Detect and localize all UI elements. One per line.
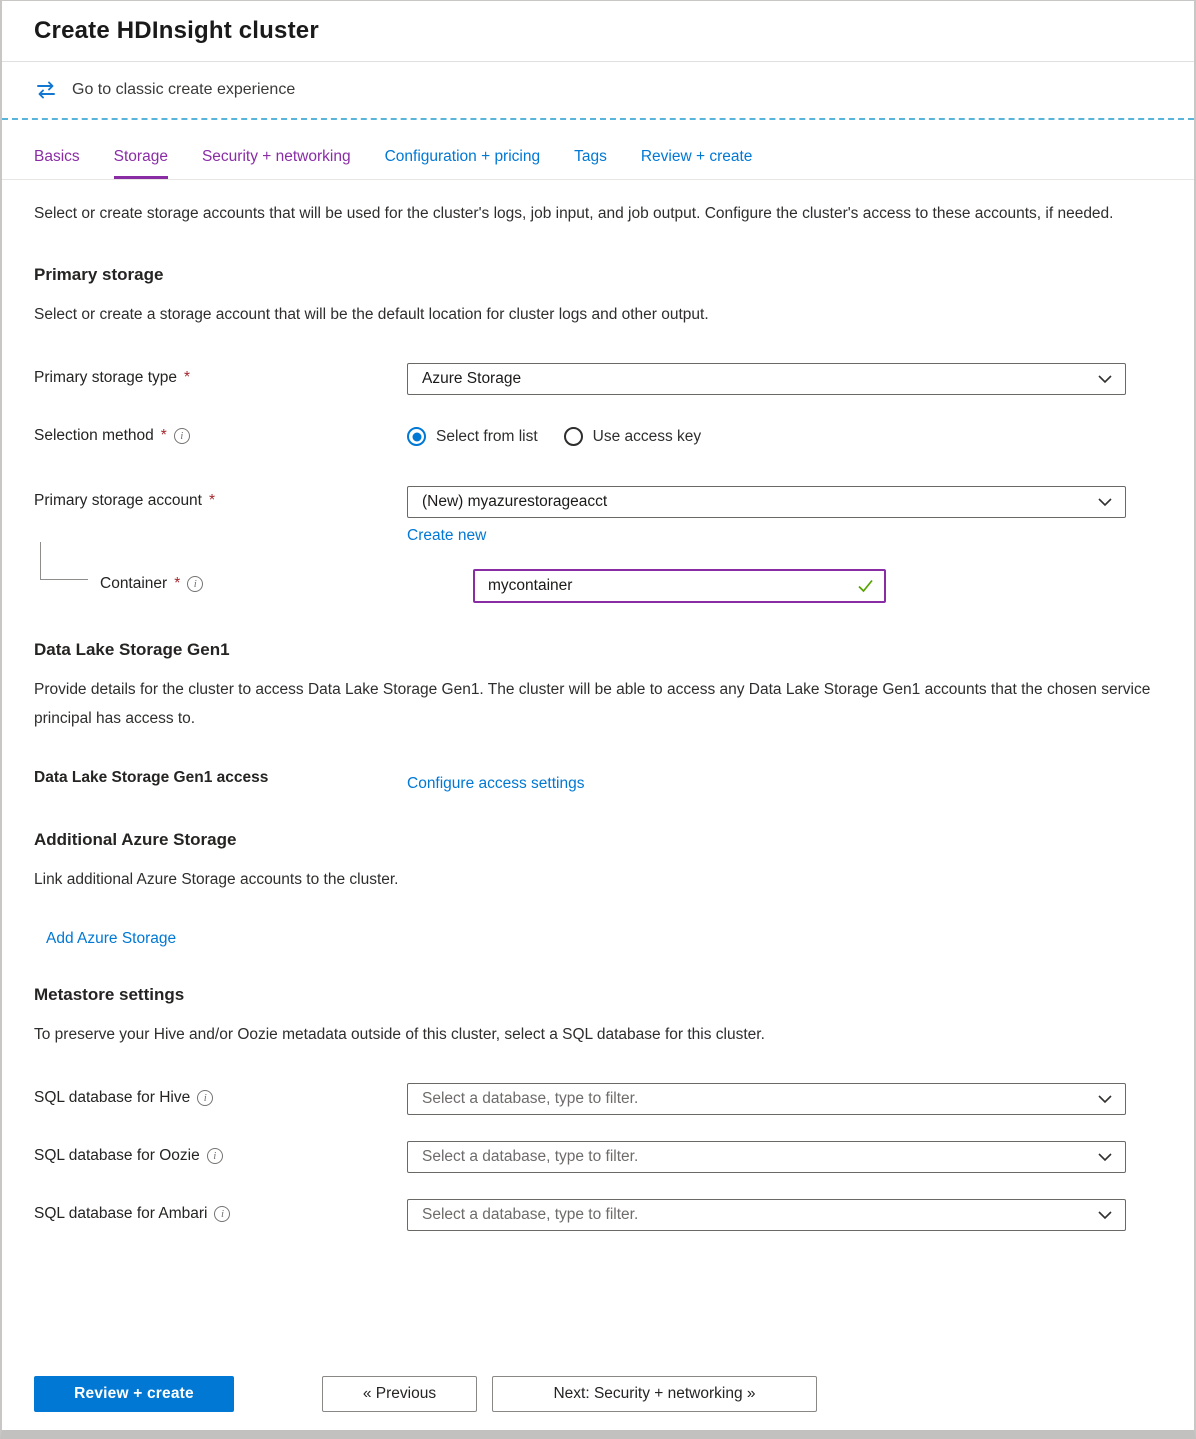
classic-link-label: Go to classic create experience <box>72 81 296 98</box>
chevron-down-icon <box>1097 1150 1113 1164</box>
swap-arrows-icon <box>34 80 58 100</box>
required-marker: * <box>160 427 167 444</box>
metastore-heading: Metastore settings <box>34 985 185 1004</box>
sql-hive-dropdown[interactable] <box>407 1083 1126 1115</box>
data-lake-heading: Data Lake Storage Gen1 <box>34 640 230 659</box>
metastore-description: To preserve your Hive and/or Oozie metadata outside of this cluster, select a SQL database for this cluster. <box>34 1026 765 1043</box>
primary-storage-account-row <box>34 486 1162 545</box>
primary-storage-account-value: (New) myazurestorageacct <box>422 493 608 510</box>
primary-storage-type-dropdown[interactable] <box>407 363 1126 395</box>
chevron-down-icon <box>1097 495 1113 509</box>
primary-storage-account-label: Primary storage account * <box>34 492 216 509</box>
additional-storage-description: Link additional Azure Storage accounts to the cluster. <box>34 871 399 888</box>
tab-storage[interactable]: Storage <box>114 148 168 179</box>
sql-hive-input[interactable] <box>408 1084 1089 1114</box>
container-row <box>34 569 1162 603</box>
tab-content <box>2 200 1194 1231</box>
primary-storage-type-value: Azure Storage <box>422 370 522 387</box>
tab-tags[interactable]: Tags <box>574 148 607 165</box>
tab-basics[interactable]: Basics <box>34 148 80 165</box>
selection-method-row <box>34 421 1162 446</box>
review-create-button[interactable]: Review + create <box>34 1376 234 1412</box>
sql-oozie-row <box>34 1141 1162 1173</box>
info-icon[interactable] <box>187 576 203 592</box>
tab-bar <box>2 120 1194 180</box>
sql-ambari-dropdown[interactable] <box>407 1199 1126 1231</box>
primary-storage-type-label: Primary storage type * <box>34 369 191 386</box>
data-lake-access-row <box>34 767 1162 793</box>
add-azure-storage-link[interactable]: Add Azure Storage <box>46 930 177 947</box>
primary-storage-type-row <box>34 363 1162 395</box>
sql-oozie-input[interactable] <box>408 1142 1089 1172</box>
primary-storage-account-dropdown[interactable] <box>407 486 1126 518</box>
sub-field-connector <box>40 542 88 580</box>
chevron-down-icon <box>1097 1092 1113 1106</box>
sql-hive-label: SQL database for Hive i <box>34 1083 407 1107</box>
sql-ambari-label: SQL database for Ambari i <box>34 1199 407 1223</box>
required-marker: * <box>174 575 181 592</box>
create-new-link[interactable]: Create new <box>407 527 487 544</box>
sql-ambari-input[interactable] <box>408 1200 1089 1230</box>
previous-button[interactable]: « Previous <box>322 1376 477 1412</box>
primary-storage-heading: Primary storage <box>34 265 164 284</box>
sql-oozie-dropdown[interactable] <box>407 1141 1126 1173</box>
selection-method-label: Selection method * i <box>34 421 407 445</box>
selection-method-radio-group <box>407 421 1126 446</box>
configure-access-settings-link[interactable]: Configure access settings <box>407 775 585 792</box>
sql-oozie-label: SQL database for Oozie i <box>34 1141 407 1165</box>
info-icon[interactable] <box>197 1090 213 1106</box>
tab-security-networking[interactable]: Security + networking <box>201 148 351 165</box>
info-icon[interactable] <box>207 1148 223 1164</box>
radio-use-access-key[interactable]: Use access key <box>564 427 702 446</box>
sql-ambari-row <box>34 1199 1162 1231</box>
required-marker: * <box>209 492 216 509</box>
sql-hive-row <box>34 1083 1162 1115</box>
info-icon[interactable] <box>214 1206 230 1222</box>
info-icon[interactable] <box>174 428 190 444</box>
wizard-footer <box>34 1376 1162 1412</box>
tab-configuration-pricing[interactable]: Configuration + pricing <box>384 148 541 165</box>
tab-review-create[interactable]: Review + create <box>640 148 753 165</box>
container-input[interactable] <box>473 569 886 603</box>
required-marker: * <box>184 369 191 386</box>
radio-select-from-list[interactable]: Select from list <box>407 427 538 446</box>
next-button[interactable]: Next: Security + networking » <box>492 1376 817 1412</box>
radio-selected-icon <box>407 427 426 446</box>
storage-tab-description: Select or create storage accounts that will be used for the cluster's logs, job input, and job output. Configure the cluster's access to these accounts, if needed. <box>34 205 1114 222</box>
data-lake-description: Provide details for the cluster to access Data Lake Storage Gen1. The cluster will be able to access any Data Lake Storage Gen1 accounts that the chosen service principal has access to. <box>34 681 1151 727</box>
page-title: Create HDInsight cluster <box>34 17 319 44</box>
page-header <box>2 1 1194 62</box>
radio-unselected-icon <box>564 427 583 446</box>
container-label: Container * i <box>100 569 473 593</box>
primary-storage-description: Select or create a storage account that will be the default location for cluster logs and other output. <box>34 306 709 323</box>
data-lake-access-label: Data Lake Storage Gen1 access <box>34 769 269 786</box>
chevron-down-icon <box>1097 372 1113 386</box>
chevron-down-icon <box>1097 1208 1113 1222</box>
classic-experience-link[interactable] <box>2 62 1194 120</box>
additional-storage-heading: Additional Azure Storage <box>34 830 237 849</box>
checkmark-valid-icon <box>856 577 875 600</box>
